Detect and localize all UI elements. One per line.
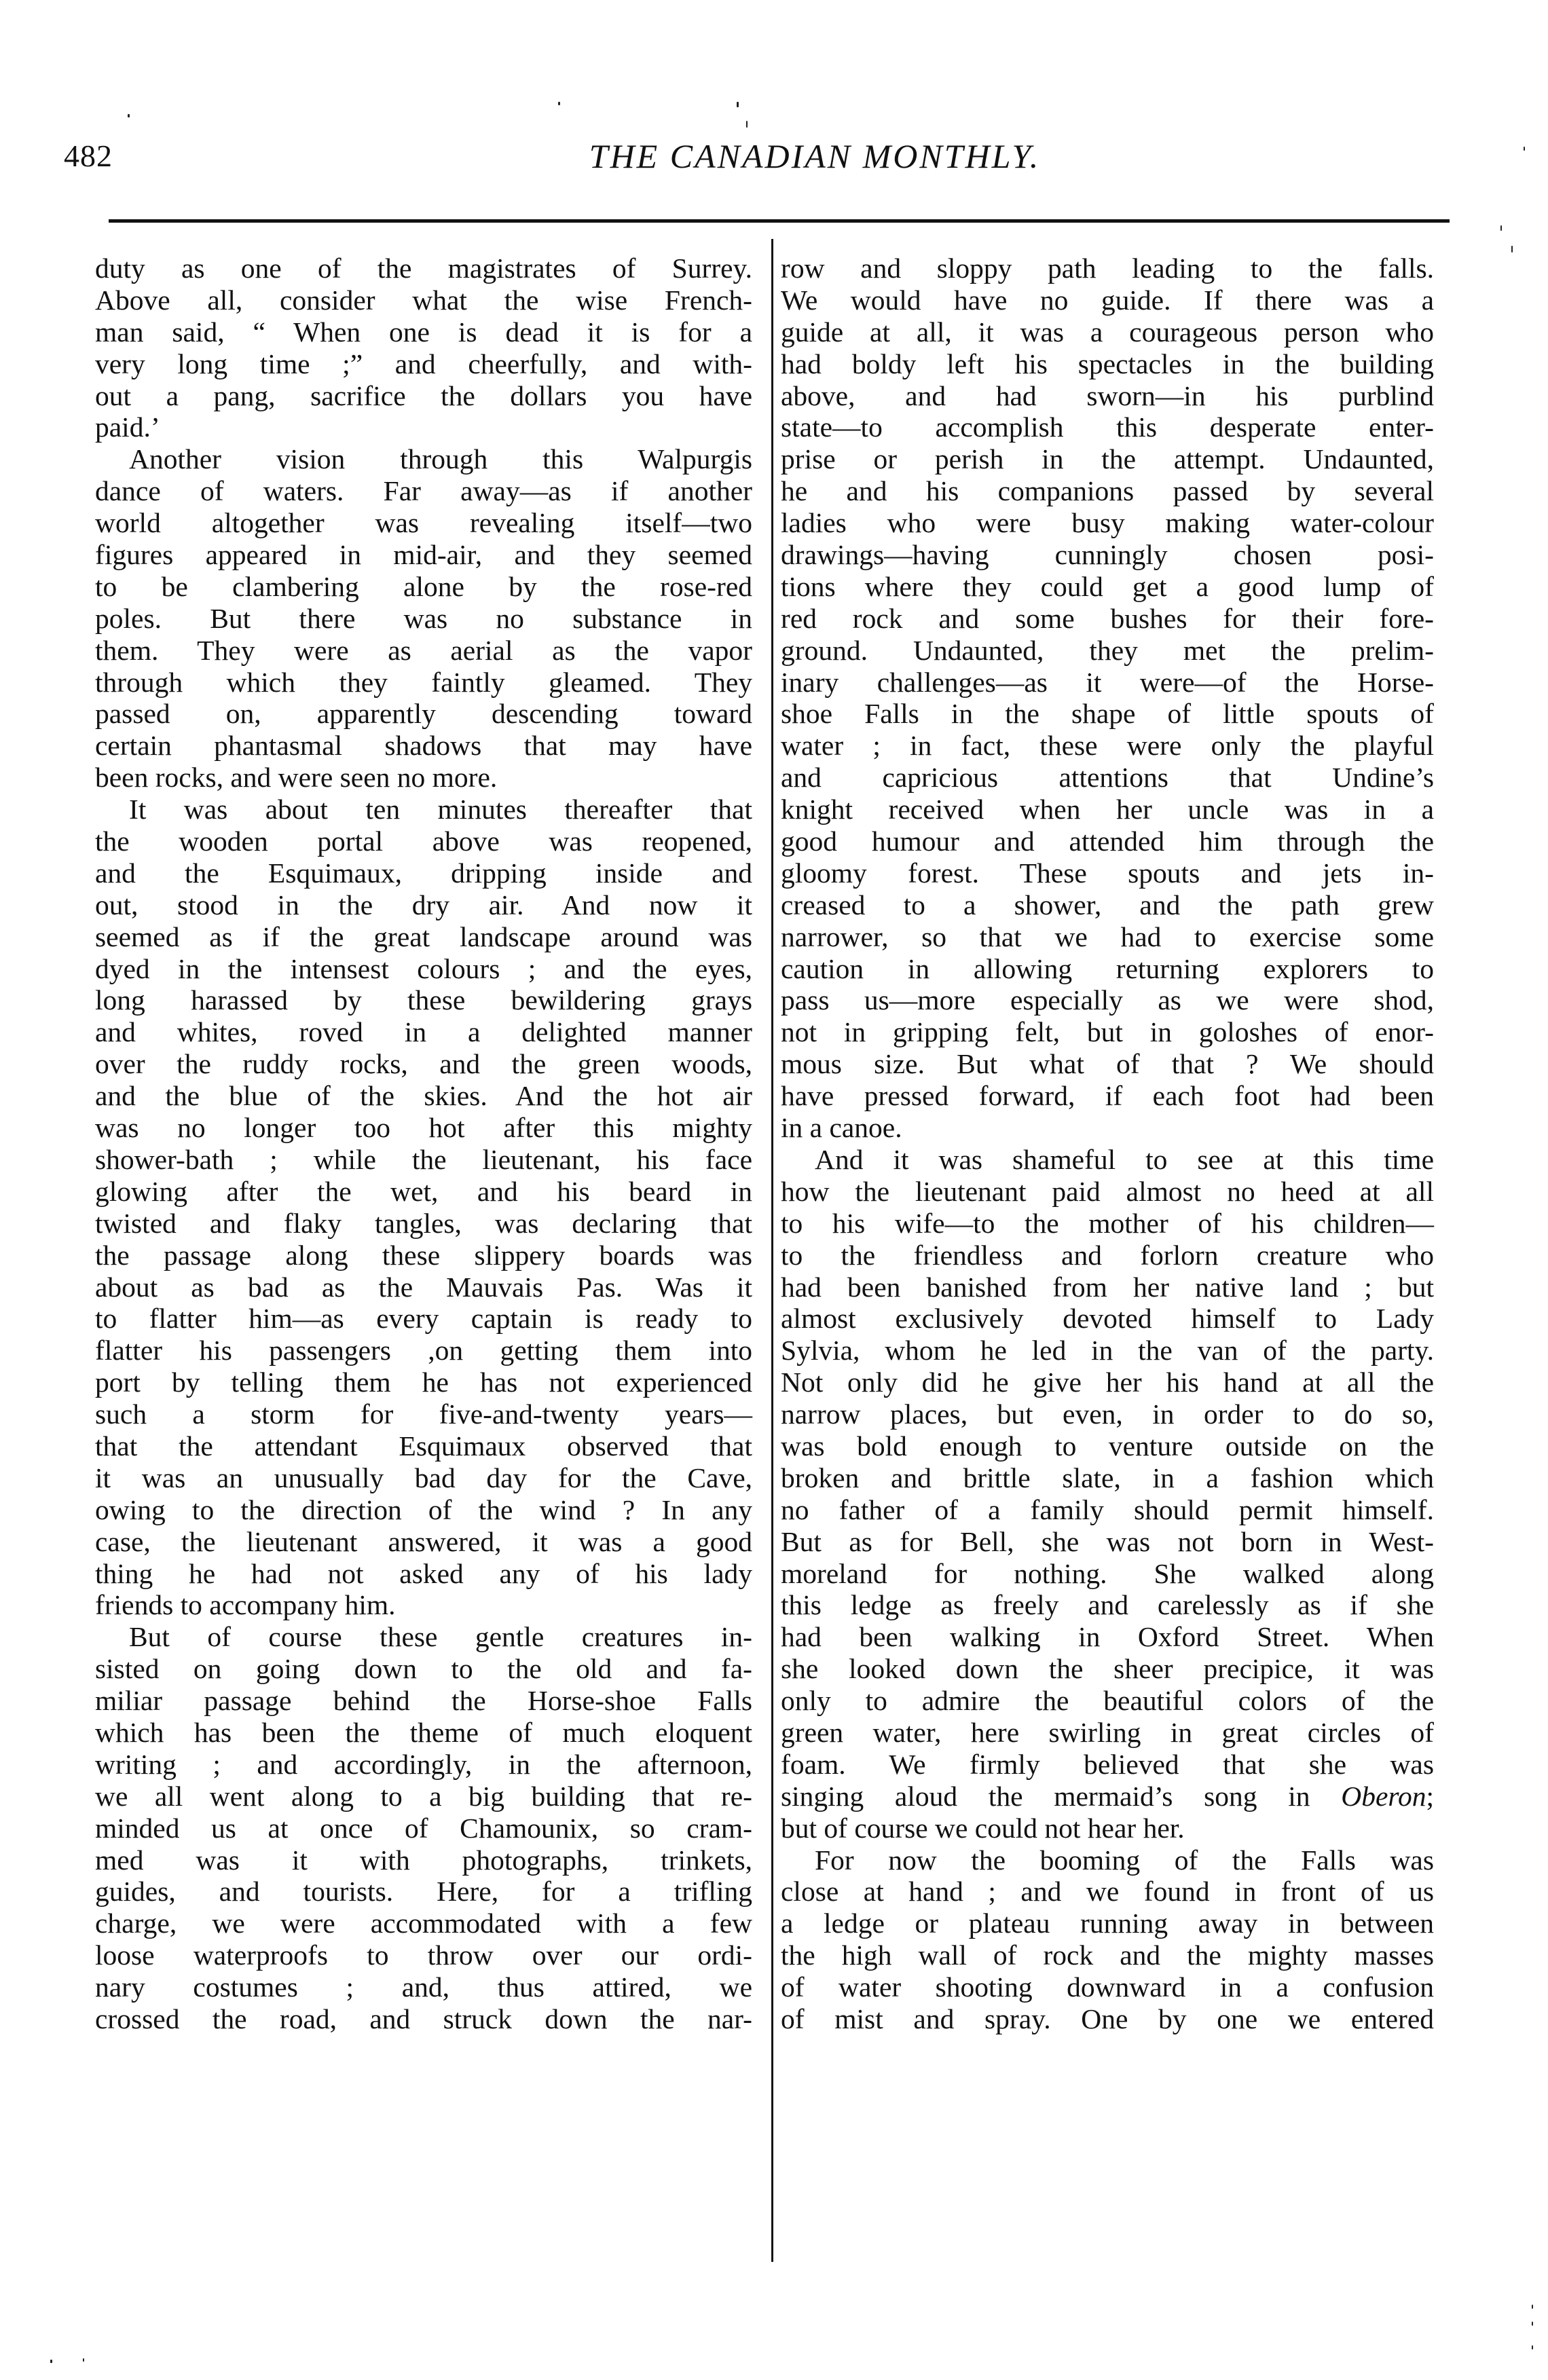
text-line: very long time ;” and cheerfully, and with- [95, 348, 752, 379]
text-line: almost exclusively devoted himself to Lady [781, 1303, 1434, 1335]
text-line: glowing after the wet, and his beard in [95, 1175, 752, 1207]
text-line: And it was shameful to see at this time [815, 1143, 1434, 1175]
text-line: guides, and tourists. Here, for a trifling [95, 1876, 752, 1908]
text-line: nary costumes ; and, thus attired, we [95, 1971, 752, 2003]
text-line: port by telling them he has not experienced [95, 1366, 752, 1398]
scan-speck [1532, 2305, 1533, 2309]
scan-speck [746, 121, 748, 128]
text-line: flatter his passengers ,on getting them into [95, 1335, 752, 1366]
text-line: them. They were as aerial as the vapor [95, 634, 752, 666]
text-line: she looked down the sheer precipice, it was [781, 1653, 1434, 1685]
text-line: singing aloud the mermaid’s song in Oberon; [781, 1780, 1434, 1812]
text-line: no father of a family should permit himself. [781, 1493, 1434, 1525]
text-line: certain phantasmal shadows that may have [95, 730, 752, 762]
text-line: miliar passage behind the Horse-shoe Falls [95, 1685, 752, 1717]
text-line: knight received when her uncle was in a [781, 794, 1434, 825]
text-line: through which they faintly gleamed. They [95, 666, 752, 698]
text-line: water ; in fact, these were only the playful [781, 730, 1434, 762]
text-line: prise or perish in the attempt. Undaunted, [781, 443, 1434, 475]
text-line: Not only did he give her his hand at all the [781, 1366, 1434, 1398]
text-line: state—to accomplish this desperate enter- [781, 411, 1434, 443]
text-line: green water, here swirling in great circles of [781, 1716, 1434, 1748]
scan-speck [83, 2358, 84, 2362]
text-line: ladies who were busy making water-colour [781, 507, 1434, 539]
scan-speck [737, 102, 739, 107]
text-line: minded us at once of Chamounix, so cram- [95, 1812, 752, 1844]
text-line: had boldy left his spectacles in the building [781, 348, 1434, 379]
text-line: narrow places, but even, in order to do so, [781, 1398, 1434, 1430]
text-line: passed on, apparently descending toward [95, 698, 752, 730]
text-line: narrower, so that we had to exercise some [781, 921, 1434, 952]
text-line: this ledge as freely and carelessly as if she [781, 1589, 1434, 1621]
text-line: owing to the direction of the wind ? In any [95, 1493, 752, 1525]
text-line: to flatter him—as every captain is ready to [95, 1303, 752, 1335]
text-line: It was about ten minutes thereafter that [129, 794, 752, 825]
text-line: have pressed forward, if each foot had been [781, 1080, 1434, 1112]
text-line: not in gripping felt, but in goloshes of enor- [781, 1016, 1434, 1048]
text-line: to the friendless and forlorn creature who [781, 1239, 1434, 1271]
text-line: ground. Undaunted, they met the prelim- [781, 634, 1434, 666]
text-line: long harassed by these bewildering grays [95, 984, 752, 1016]
scan-speck [128, 114, 130, 117]
text-line: moreland for nothing. She walked along [781, 1557, 1434, 1589]
running-title: THE CANADIAN MONTHLY. [589, 137, 1041, 175]
scan-speck [1532, 2322, 1533, 2326]
text-line: which has been the theme of much eloquent [95, 1716, 752, 1748]
text-line: out a pang, sacrifice the dollars you have [95, 379, 752, 411]
text-line: that the attendant Esquimaux observed that [95, 1430, 752, 1462]
text-line: and capricious attentions that Undine’s [781, 762, 1434, 794]
text-line: duty as one of the magistrates of Surrey. [95, 253, 752, 284]
text-line: above, and had sworn—in his purblind [781, 379, 1434, 411]
text-line: been rocks, and were seen no more. [95, 762, 498, 794]
text-line: thing he had not asked any of his lady [95, 1557, 752, 1589]
text-line: but of course we could not hear her. [781, 1812, 1185, 1844]
text-line: writing ; and accordingly, in the afternoon, [95, 1748, 752, 1780]
text-line: of water shooting downward in a confusion [781, 1971, 1434, 2003]
text-line: about as bad as the Mauvais Pas. Was it [95, 1271, 752, 1303]
text-line: dyed in the intensest colours ; and the eyes, [95, 952, 752, 984]
text-line: in a canoe. [781, 1112, 902, 1144]
text-line: But as for Bell, she was not born in West- [781, 1525, 1434, 1557]
text-line: the wooden portal above was reopened, [95, 825, 752, 857]
scan-speck [50, 2360, 52, 2363]
scan-speck [1511, 246, 1513, 253]
column-divider [771, 239, 773, 2262]
text-line: sisted on going down to the old and fa- [95, 1653, 752, 1685]
text-line: how the lieutenant paid almost no heed at all [781, 1175, 1434, 1207]
text-line: over the ruddy rocks, and the green woods, [95, 1048, 752, 1080]
text-line: shoe Falls in the shape of little spouts of [781, 698, 1434, 730]
scan-speck [1524, 147, 1525, 151]
right-column [781, 253, 1434, 2035]
text-line: charge, we were accommodated with a few [95, 1908, 752, 1939]
text-line: world altogether was revealing itself—two [95, 507, 752, 539]
text-line: the high wall of rock and the mighty masses [781, 1939, 1434, 1971]
text-line: gloomy forest. These spouts and jets in- [781, 857, 1434, 889]
page-number: 482 [64, 138, 113, 173]
text-line: paid.’ [95, 411, 160, 443]
text-line: Above all, consider what the wise French- [95, 284, 752, 316]
text-line: had been walking in Oxford Street. When [781, 1621, 1434, 1653]
text-line: creased to a shower, and the path grew [781, 889, 1434, 921]
text-line: drawings—having cunningly chosen posi- [781, 539, 1434, 571]
text-line: only to admire the beautiful colors of the [781, 1685, 1434, 1717]
text-line: we all went along to a big building that re- [95, 1780, 752, 1812]
text-line: close at hand ; and we found in front of us [781, 1876, 1434, 1908]
text-line: seemed as if the great landscape around was [95, 921, 752, 952]
text-line: twisted and flaky tangles, was declaring that [95, 1207, 752, 1239]
italic-title: Oberon [1341, 1780, 1426, 1812]
text-line: med was it with photographs, trinkets, [95, 1844, 752, 1876]
text-line: the passage along these slippery boards was [95, 1239, 752, 1271]
text-line: caution in allowing returning explorers to [781, 952, 1434, 984]
text-line: red rock and some bushes for their fore- [781, 602, 1434, 634]
text-line: a ledge or plateau running away in between [781, 1908, 1434, 1939]
text-line: dance of waters. Far away—as if another [95, 475, 752, 507]
text-line: tions where they could get a good lump of [781, 570, 1434, 602]
text-line: We would have no guide. If there was a [781, 284, 1434, 316]
text-line: Sylvia, whom he led in the van of the party. [781, 1335, 1434, 1366]
text-line: was bold enough to venture outside on the [781, 1430, 1434, 1462]
text-line: case, the lieutenant answered, it was a good [95, 1525, 752, 1557]
text-line: it was an unusually bad day for the Cave, [95, 1462, 752, 1493]
text-line: guide at all, it was a courageous person who [781, 316, 1434, 348]
left-column [95, 253, 752, 2035]
text-line: shower-bath ; while the lieutenant, his face [95, 1143, 752, 1175]
text-line: and the Esquimaux, dripping inside and [95, 857, 752, 889]
text-line: of mist and spray. One by one we entered [781, 2003, 1434, 2034]
scan-speck [1500, 225, 1502, 231]
text-line: pass us—more especially as we were shod, [781, 984, 1434, 1016]
text-line: For now the booming of the Falls was [815, 1844, 1434, 1876]
text-line: to his wife—to the mother of his children— [781, 1207, 1434, 1239]
text-line: Another vision through this Walpurgis [129, 443, 752, 475]
text-line: was no longer too hot after this mighty [95, 1112, 752, 1144]
text-line: poles. But there was no substance in [95, 602, 752, 634]
header-rule [109, 219, 1450, 223]
text-line: out, stood in the dry air. And now it [95, 889, 752, 921]
scan-speck [558, 102, 560, 105]
text-line: had been banished from her native land ; but [781, 1271, 1434, 1303]
text-line: figures appeared in mid-air, and they seemed [95, 539, 752, 571]
text-line: inary challenges—as it were—of the Horse- [781, 666, 1434, 698]
text-line: he and his companions passed by several [781, 475, 1434, 507]
text-line: broken and brittle slate, in a fashion which [781, 1462, 1434, 1493]
text-line: row and sloppy path leading to the falls. [781, 253, 1434, 284]
text-line: such a storm for five-and-twenty years— [95, 1398, 752, 1430]
text-line: foam. We firmly believed that she was [781, 1748, 1434, 1780]
text-line: loose waterproofs to throw over our ordi- [95, 1939, 752, 1971]
text-line: But of course these gentle creatures in- [129, 1621, 752, 1653]
text-line: crossed the road, and struck down the nar- [95, 2003, 752, 2034]
text-line: to be clambering alone by the rose-red [95, 570, 752, 602]
text-line: and the blue of the skies. And the hot air [95, 1080, 752, 1112]
text-line: man said, “ When one is dead it is for a [95, 316, 752, 348]
text-line: and whites, roved in a delighted manner [95, 1016, 752, 1048]
text-line: friends to accompany him. [95, 1589, 396, 1621]
text-line: mous size. But what of that ? We should [781, 1048, 1434, 1080]
text-line: good humour and attended him through the [781, 825, 1434, 857]
scan-speck [1532, 2345, 1533, 2349]
